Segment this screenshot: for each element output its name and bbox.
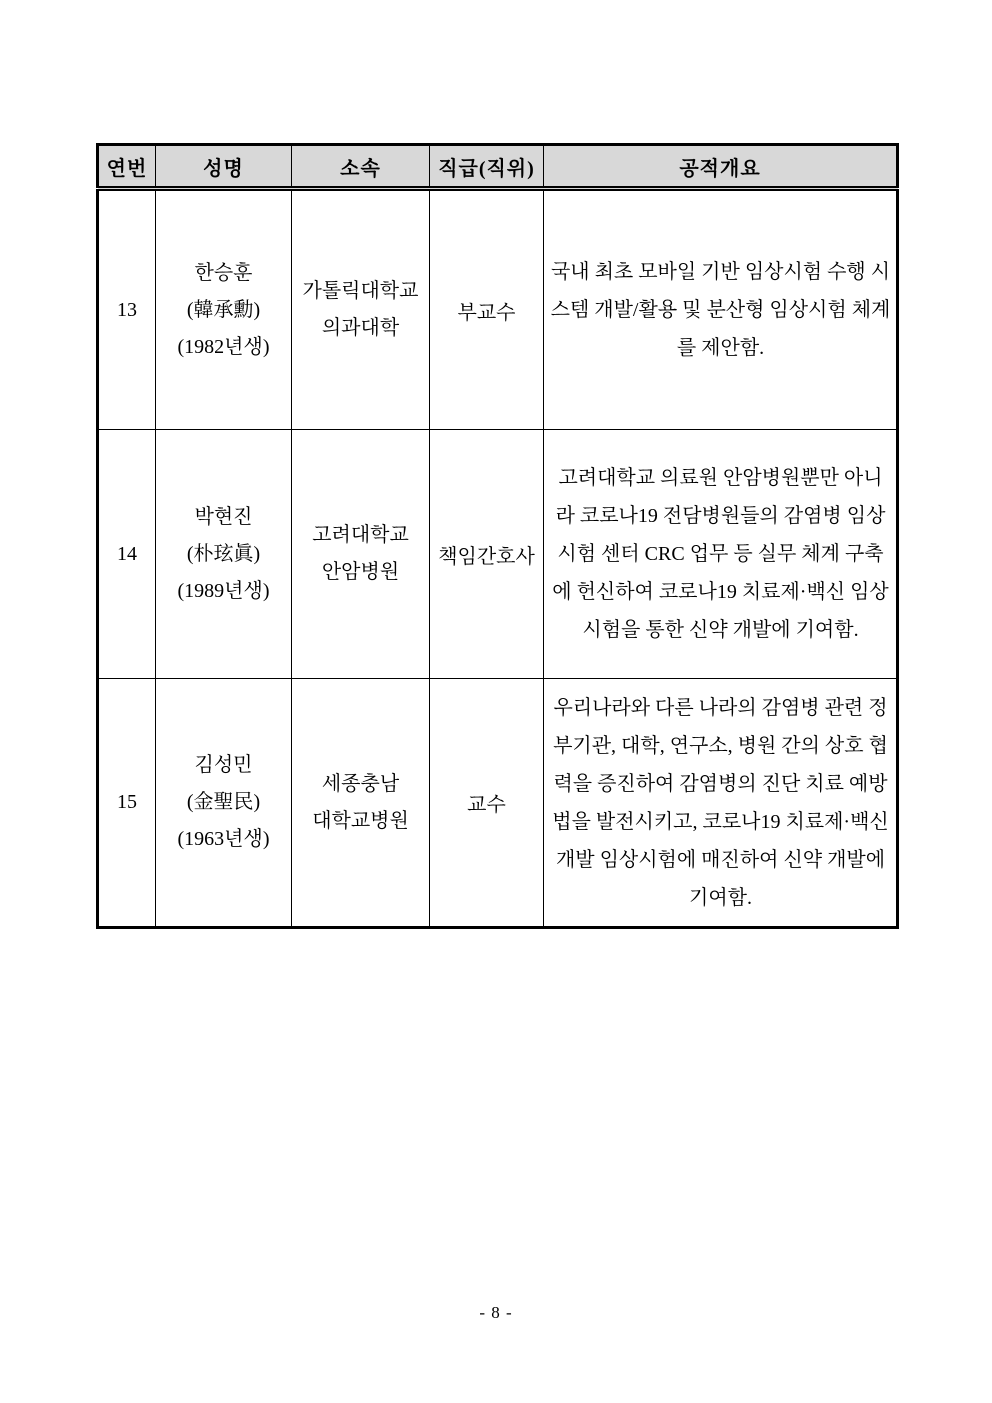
cell-position: 책임간호사 <box>430 430 544 679</box>
affiliation-line: 안암병원 <box>321 561 400 583</box>
cell-merit-summary: 우리나라와 다른 나라의 감염병 관련 정부기관, 대학, 연구소, 병원 간의 상호 협력을 증진하여 감염병의 진단 치료 예방법을 발전시키고, 코로나19 치료제·백신 개발 임상시험에 매진하여 신약 개발에 기여함. <box>544 679 898 928</box>
name-korean: 박현진 <box>194 505 253 528</box>
header-position: 직급(직위) <box>430 145 544 189</box>
name-birth-year: (1989년생) <box>177 579 270 602</box>
header-affiliation: 소속 <box>292 145 430 189</box>
cell-affiliation <box>292 430 430 679</box>
affiliation-line: 의과대학 <box>321 317 400 339</box>
name-birth-year: (1982년생) <box>177 335 270 358</box>
cell-serial-number: 14 <box>98 430 156 679</box>
table-row-15 <box>98 679 898 928</box>
cell-affiliation <box>292 189 430 430</box>
cell-position: 부교수 <box>430 189 544 430</box>
table-header-row <box>98 145 898 189</box>
cell-serial-number: 15 <box>98 679 156 928</box>
affiliation-line: 대학교병원 <box>312 809 409 832</box>
cell-serial-number: 13 <box>98 189 156 430</box>
name-birth-year: (1963년생) <box>177 828 270 850</box>
name-hanja: (金聖民) <box>186 791 261 813</box>
table-row-13 <box>98 189 898 430</box>
cell-name <box>156 430 292 679</box>
header-serial-number: 연번 <box>98 145 156 189</box>
page-number: - 8 - <box>479 1303 513 1322</box>
name-hanja: (朴玹眞) <box>186 542 261 565</box>
cell-name <box>156 679 292 928</box>
cell-merit-summary: 고려대학교 의료원 안암병원뿐만 아니라 코로나19 전담병원들의 감염병 임상시험 센터 CRC 업무 등 실무 체계 구축에 헌신하여 코로나19 치료제·백신 임상시험을 통한 신약 개발에 기여함. <box>544 430 898 679</box>
cell-affiliation <box>292 679 430 928</box>
affiliation-line: 가톨릭대학교 <box>302 280 419 302</box>
name-korean: 한승훈 <box>194 261 253 284</box>
merit-table <box>96 143 899 929</box>
affiliation-line: 세종충남 <box>321 772 400 795</box>
table-row-14 <box>98 430 898 679</box>
cell-merit-summary: 국내 최초 모바일 기반 임상시험 수행 시스템 개발/활용 및 분산형 임상시험 체계를 제안함. <box>544 189 898 430</box>
header-name: 성명 <box>156 145 292 189</box>
name-korean: 김성민 <box>194 754 253 776</box>
header-merit-summary: 공적개요 <box>544 145 898 189</box>
cell-name <box>156 189 292 430</box>
name-hanja: (韓承勳) <box>186 298 261 321</box>
cell-position: 교수 <box>430 679 544 928</box>
affiliation-line: 고려대학교 <box>312 524 409 546</box>
